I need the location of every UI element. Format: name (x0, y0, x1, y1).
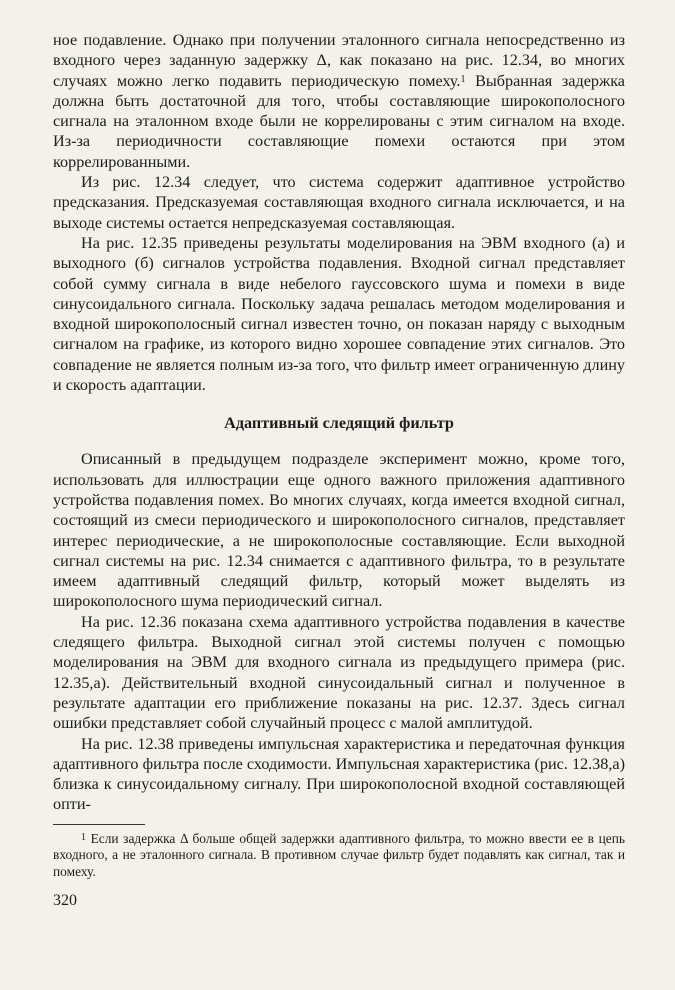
paragraph-3: На рис. 12.35 приведены результаты моделирования на ЭВМ входного (а) и выходного (б) сигналов устройства подавления. Входной сигнал представляет собой сумму сигнала в виде небелого гауссовского шума и помехи в виде синусоидального сигнала. Поскольку задача решалась методом моделирования и входной широкополосный сигнал известен точно, он показан наряду с выходным сигналом на графике, из которого видно хорошее совпадение этих сигналов. Это совпадение не является полным из-за того, что фильтр имеет ограниченную длину и скорость адаптации. (53, 233, 625, 395)
page-number: 320 (53, 892, 77, 910)
section-paragraph-3: На рис. 12.38 приведены импульсная характеристика и передаточная функция адаптивного фильтра после сходимости. Импульсная характеристика (рис. 12.38,а) близка к синусоидальному сигналу. При широкополосной входной составляющей опти- (53, 734, 625, 814)
section-paragraph-2: На рис. 12.36 показана схема адаптивного устройства подавления в качестве следящего фильтра. Выходной сигнал этой системы получен с помощью моделирования на ЭВМ для входного сигнала из предыдущего примера (рис. 12.35,а). Действительный входной синусоидальный сигнал и полученное в результате адаптации его приближение показаны на рис. 12.37. Здесь сигнал ошибки представляет собой случайный процесс с малой амплитудой. (53, 612, 625, 733)
paragraph-1 (53, 30, 625, 172)
footnote-marker: 1 (81, 831, 86, 843)
section-paragraph-1: Описанный в предыдущем подразделе эксперимент можно, кроме того, использовать для иллюстрации еще одного важного приложения адаптивного устройства подавления помех. Во многих случаях, когда имеется входной сигнал, состоящий из смеси периодического и широкополосного сигналов, представляет интерес периодические, а не широкополосные составляющие. Если выходной сигнал системы на рис. 12.34 снимается с адаптивного фильтра, то в результате имеем адаптивный следящий фильтр, который может выделять из широкополосного шума периодический сигнал. (53, 450, 625, 611)
footnote-text: Если задержка Δ больше общей задержки адаптивного фильтра, то можно ввести ее в цепь входного, а не эталонного сигнала. В противном случае фильтр будет подавлять как сигнал, так и помеху. (53, 830, 625, 879)
footnote-divider (53, 824, 145, 825)
footnote (53, 831, 625, 881)
footnote-reference: 1 (460, 73, 466, 85)
paragraph-1-text: ное подавление. Однако при получении эталонного сигнала непосредственно из входного через заданную задержку Δ, как показано на рис. 12.34, во многих случаях можно легко подавить периодическую помеху. (53, 31, 625, 90)
paragraph-2: Из рис. 12.34 следует, что система содержит адаптивное устройство предсказания. Предсказуемая составляющая входного сигнала исключается, и на выходе системы остается непредсказуемая составляющая. (53, 173, 625, 232)
paragraph-1-continued: Выбранная задержка должна быть достаточной для того, чтобы составляющие широкополосного сигнала на эталонном входе были не коррелированы с этим сигналом на входе. Из-за периодичности составляющие помехи остаются при этом коррелированными. (53, 71, 625, 171)
section-heading: Адаптивный следящий фильтр (224, 414, 454, 433)
